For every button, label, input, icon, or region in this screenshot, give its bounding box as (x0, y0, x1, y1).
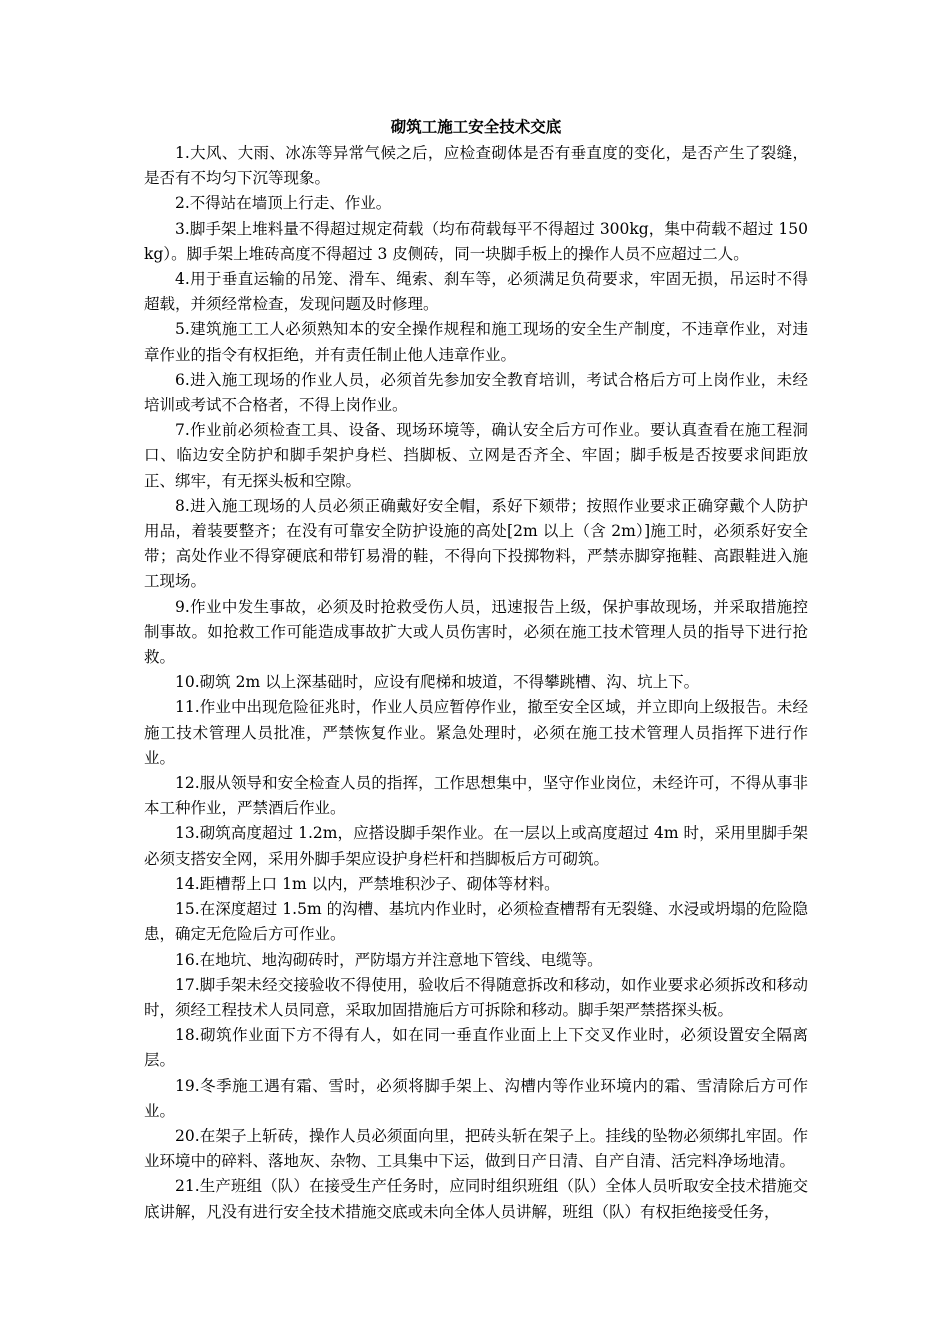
paragraph-6: 6.进入施工现场的作业人员，必须首先参加安全教育培训，考试合格后方可上岗作业，未经培训或考试不合格者，不得上岗作业。 (144, 370, 808, 415)
document-page (144, 114, 808, 1225)
paragraph-8: 8.进入施工现场的人员必须正确戴好安全帽，系好下颏带；按照作业要求正确穿戴个人防护用品，着装要整齐；在没有可靠安全防护设施的高处[2m 以上（含 2m）]施工时，必须系好安全带；高处作业不得穿硬底和带钉易滑的鞋，不得向下投掷物料，严禁赤脚穿拖鞋、高跟鞋进入施工现场。 (144, 496, 808, 591)
paragraph-14: 14.距槽帮上口 1m 以内，严禁堆积沙子、砌体等材料。 (175, 874, 560, 893)
paragraph-17: 17.脚手架未经交接验收不得使用，验收后不得随意拆改和移动，如作业要求必须拆改和移动时，须经工程技术人员同意，采取加固措施后方可拆除和移动。脚手架严禁搭探头板。 (144, 975, 808, 1019)
paragraph-11: 11.作业中出现危险征兆时，作业人员应暂停作业，撤至安全区域，并立即向上级报告。未经施工技术管理人员批准，严禁恢复作业。紧急处理时，必须在施工技术管理人员指挥下进行作业。 (144, 698, 808, 767)
paragraph-18: 18.砌筑作业面下方不得有人，如在同一垂直作业面上上下交叉作业时，必须设置安全隔离层。 (144, 1026, 808, 1070)
document-title: 砌筑工施工安全技术交底 (390, 117, 562, 136)
paragraph-13: 13.砌筑高度超过 1.2m，应搭设脚手架作业。在一层以上或高度超过 4m 时，采用里脚手架必须支搭安全网，采用外脚手架应设护身栏杆和挡脚板后方可砌筑。 (144, 824, 808, 868)
paragraph-16: 16.在地坑、地沟砌砖时，严防塌方并注意地下管线、电缆等。 (175, 950, 603, 969)
paragraph-20: 20.在架子上斩砖，操作人员必须面向里，把砖头斩在架子上。挂线的坠物必须绑扎牢固。作业环境中的碎料、落地灰、杂物、工具集中下运，做到日产日清、自产自清、活完料净场地清。 (144, 1126, 808, 1171)
paragraph-4: 4.用于垂直运输的吊笼、滑车、绳索、刹车等，必须满足负荷要求，牢固无损，吊运时不得超载，并须经常检查，发现问题及时修理。 (144, 270, 808, 314)
paragraph-21: 21.生产班组（队）在接受生产任务时，应同时组织班组（队）全体人员听取安全技术措施交底讲解，凡没有进行安全技术措施交底或未向全体人员讲解，班组（队）有权拒绝接受任务， (144, 1177, 808, 1221)
paragraph-9: 9.作业中发生事故，必须及时抢救受伤人员，迅速报告上级，保护事故现场，并采取措施控制事故。如抢救工作可能造成事故扩大或人员伤害时，必须在施工技术管理人员的指导下进行抢救。 (144, 597, 808, 667)
paragraph-15: 15.在深度超过 1.5m 的沟槽、基坑内作业时，必须检查槽帮有无裂缝、水浸或坍塌的危险隐患，确定无危险后方可作业。 (144, 900, 808, 944)
paragraph-19: 19.冬季施工遇有霜、雪时，必须将脚手架上、沟槽内等作业环境内的霜、雪清除后方可作业。 (144, 1076, 808, 1120)
paragraph-1: 1.大风、大雨、冰冻等异常气候之后，应检查砌体是否有垂直度的变化，是否产生了裂缝，是否有不均匀下沉等现象。 (144, 144, 808, 188)
paragraph-7: 7.作业前必须检查工具、设备、现场环境等，确认安全后方可作业。要认真查看在施工程洞口、临边安全防护和脚手架护身栏、挡脚板、立网是否齐全、牢固；脚手板是否按要求间距放正、绑牢，有无探头板和空隙。 (144, 421, 808, 490)
paragraph-10: 10.砌筑 2m 以上深基础时，应设有爬梯和坡道，不得攀跳槽、沟、坑上下。 (175, 673, 700, 692)
paragraph-5: 5.建筑施工工人必须熟知本的安全操作规程和施工现场的安全生产制度，不违章作业，对违章作业的指令有权拒绝，并有责任制止他人违章作业。 (144, 320, 808, 364)
paragraph-3: 3.脚手架上堆料量不得超过规定荷载（均布荷载每平不得超过 300kg，集中荷载不超过 150kg）。脚手架上堆砖高度不得超过 3 皮侧砖，同一块脚手板上的操作人员不应超过二人。 (144, 219, 808, 263)
paragraph-12: 12.服从领导和安全检查人员的指挥，工作思想集中，坚守作业岗位，未经许可，不得从事非本工种作业，严禁酒后作业。 (144, 774, 808, 818)
paragraph-2: 2.不得站在墙顶上行走、作业。 (175, 194, 392, 213)
